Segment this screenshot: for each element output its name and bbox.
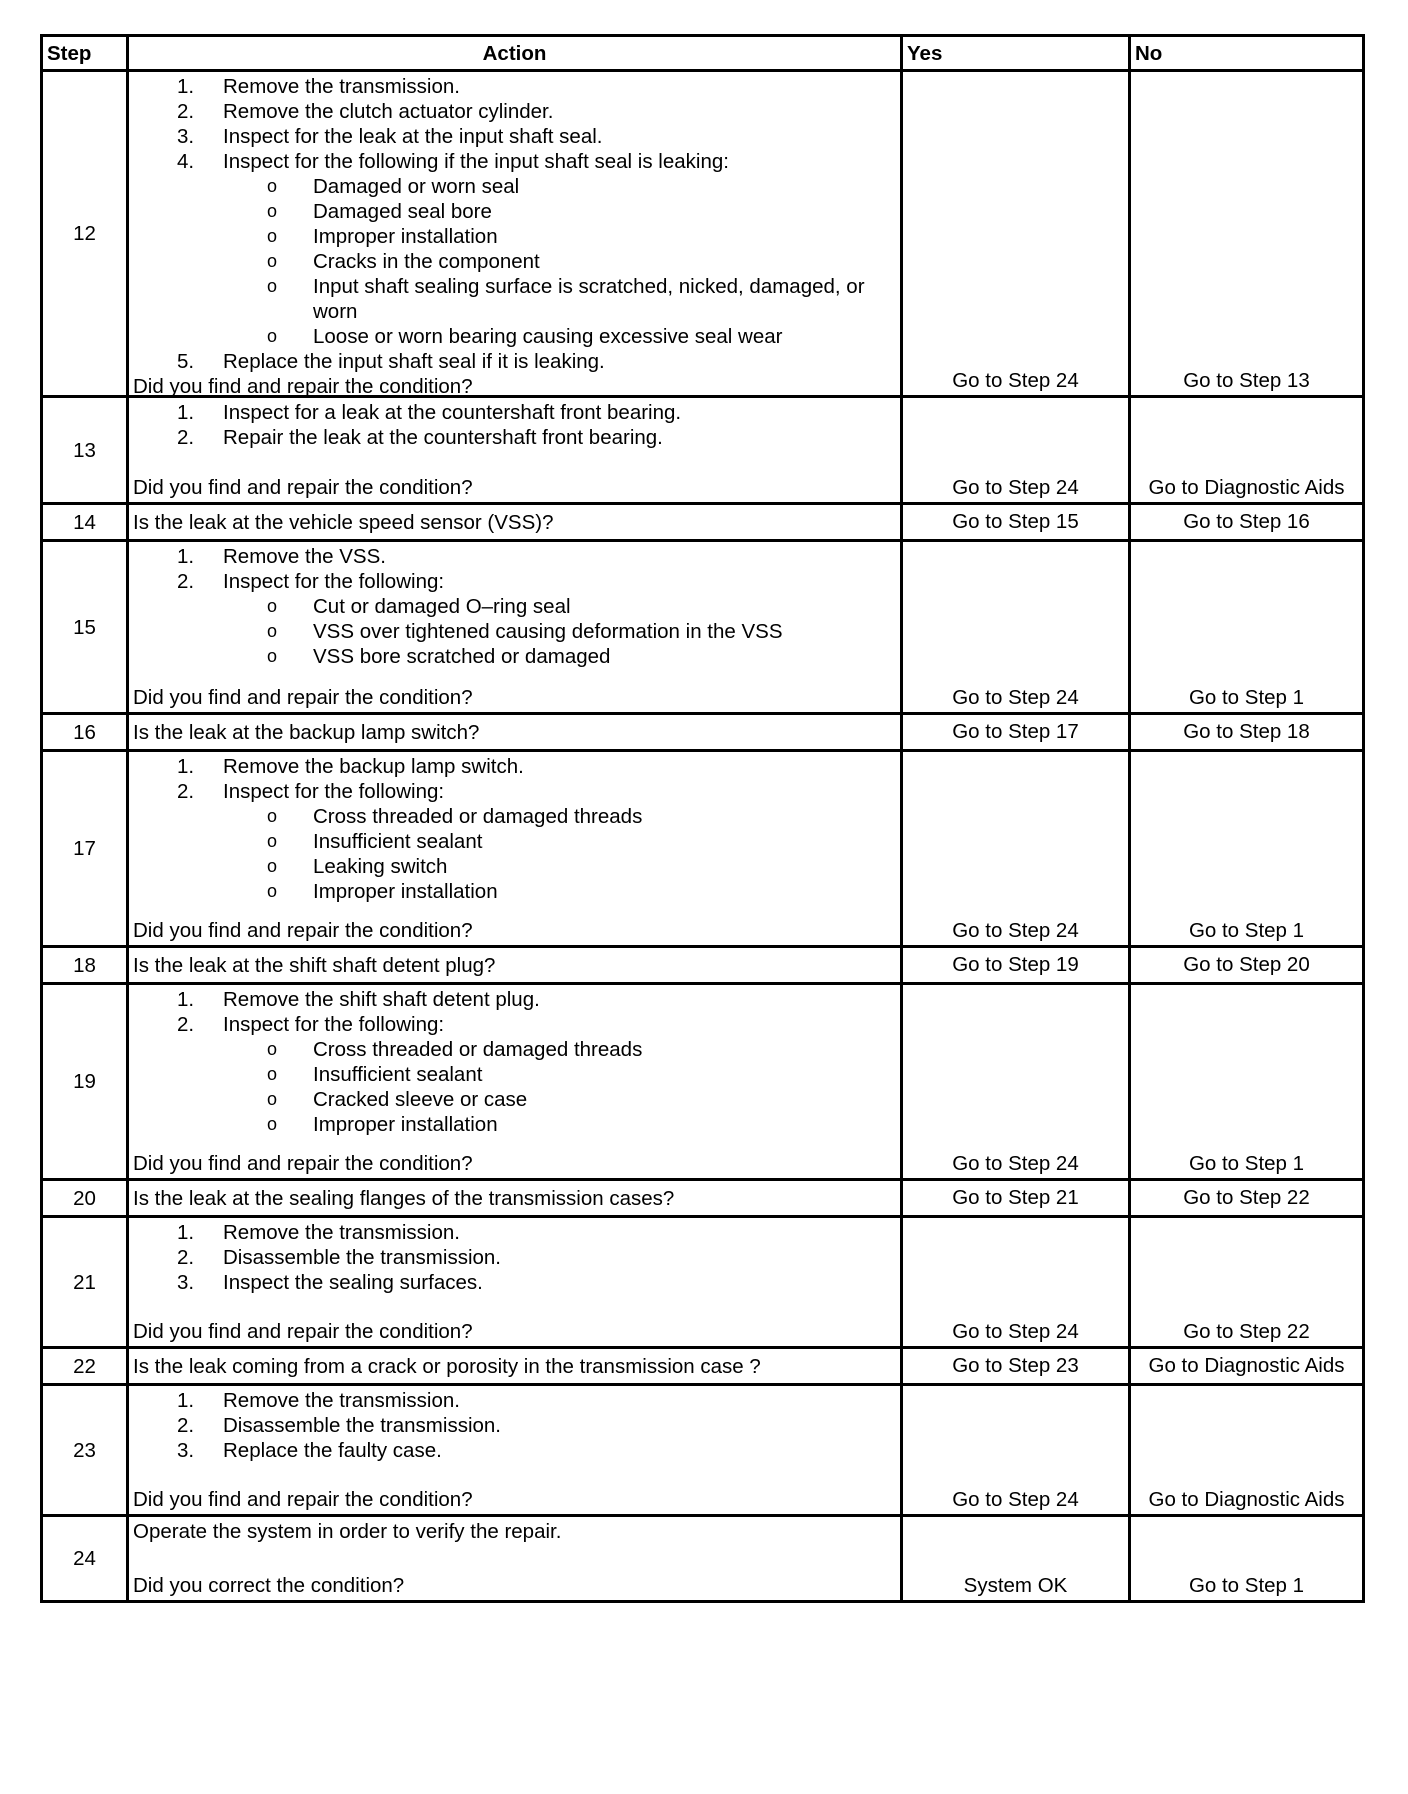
list-item <box>133 987 896 1012</box>
list-item-text: Inspect for the following: <box>223 1013 445 1036</box>
sub-list-item-text: Improper installation <box>313 880 498 903</box>
list-item-number: 1. <box>177 401 195 424</box>
list-item-number: 2. <box>177 1013 195 1036</box>
list-item-number: 3. <box>177 125 195 148</box>
list-item-text: Remove the VSS. <box>223 545 386 568</box>
list-item-number: 1. <box>177 755 195 778</box>
bullet-icon: o <box>267 806 278 826</box>
question-text: Did you correct the condition? <box>133 1574 405 1597</box>
list-item-text: Remove the transmission. <box>223 1389 460 1412</box>
list-item-number: 3. <box>177 1271 195 1294</box>
table-row <box>42 397 1364 504</box>
step-number: 19 <box>42 984 128 1180</box>
list-item-number: 5. <box>177 350 195 373</box>
question-text: Did you find and repair the condition? <box>133 1152 473 1175</box>
list-item-number: 1. <box>177 545 195 568</box>
no-result: Go to Step 1 <box>1130 1516 1364 1602</box>
sub-list-item-text: Damaged or worn seal <box>313 175 520 198</box>
action-cell <box>128 1180 902 1217</box>
step-number: 18 <box>42 947 128 984</box>
list-item-text: Remove the backup lamp switch. <box>223 755 524 778</box>
action-list <box>133 754 896 904</box>
no-result: Go to Step 1 <box>1130 751 1364 947</box>
bullet-icon: o <box>267 596 278 616</box>
question-text: Is the leak coming from a crack or porosity in the transmission case ? <box>133 1354 761 1378</box>
header-yes: Yes <box>902 36 1130 71</box>
bullet-icon: o <box>267 881 278 901</box>
action-cell <box>128 1217 902 1348</box>
table-row <box>42 1217 1364 1348</box>
sub-list-item <box>133 594 896 619</box>
yes-result: Go to Step 24 <box>902 71 1130 397</box>
list-item <box>133 754 896 779</box>
sub-list-item <box>133 619 896 644</box>
sub-list-item-text: Insufficient sealant <box>313 830 483 853</box>
list-item-text: Remove the shift shaft detent plug. <box>223 988 540 1011</box>
bullet-icon: o <box>267 646 278 666</box>
list-item-number: 2. <box>177 1246 195 1269</box>
header-no: No <box>1130 36 1364 71</box>
yes-result: Go to Step 24 <box>902 984 1130 1180</box>
list-item-text: Disassemble the transmission. <box>223 1414 501 1437</box>
question-text: Did you find and repair the condition? <box>133 1488 473 1511</box>
list-item-text: Disassemble the transmission. <box>223 1246 501 1269</box>
list-item-number: 1. <box>177 988 195 1011</box>
list-item <box>133 1012 896 1037</box>
sub-list-item-text: Input shaft sealing surface is scratched, nicked, damaged, or worn <box>313 275 865 323</box>
list-item-text: Inspect for the following: <box>223 570 445 593</box>
yes-result: Go to Step 19 <box>902 947 1130 984</box>
sub-list-item-text: VSS over tightened causing deformation in the VSS <box>313 620 783 643</box>
sub-list-item-text: Damaged seal bore <box>313 200 492 223</box>
action-cell <box>128 714 902 751</box>
list-item-text: Inspect for a leak at the countershaft front bearing. <box>223 401 682 424</box>
list-item <box>133 1438 896 1463</box>
sub-list-item-text: Cracked sleeve or case <box>313 1088 528 1111</box>
yes-result: Go to Step 15 <box>902 504 1130 541</box>
sub-list-item <box>133 274 896 324</box>
sub-list-item-text: Improper installation <box>313 225 498 248</box>
action-cell <box>128 397 902 504</box>
step-number: 13 <box>42 397 128 504</box>
sub-list-item <box>133 1112 896 1137</box>
list-item-text: Repair the leak at the countershaft front bearing. <box>223 426 663 449</box>
list-item <box>133 99 896 124</box>
sub-list-item <box>133 804 896 829</box>
action-cell <box>128 947 902 984</box>
list-item <box>133 74 896 99</box>
question-text: Did you find and repair the condition? <box>133 686 473 709</box>
list-item-text: Remove the transmission. <box>223 75 460 98</box>
bullet-icon: o <box>267 226 278 246</box>
list-item <box>133 1413 896 1438</box>
table-row <box>42 1516 1364 1602</box>
action-cell <box>128 751 902 947</box>
table-row <box>42 1180 1364 1217</box>
list-item <box>133 779 896 804</box>
header-step: Step <box>42 36 128 71</box>
bullet-icon: o <box>267 326 278 346</box>
list-item-number: 2. <box>177 570 195 593</box>
action-cell <box>128 1348 902 1385</box>
list-item-number: 4. <box>177 150 195 173</box>
table-row <box>42 1348 1364 1385</box>
yes-result: Go to Step 24 <box>902 541 1130 714</box>
list-item-number: 2. <box>177 426 195 449</box>
list-item <box>133 1220 896 1245</box>
no-result: Go to Step 1 <box>1130 984 1364 1180</box>
no-result: Go to Step 1 <box>1130 541 1364 714</box>
list-item <box>133 149 896 174</box>
list-item <box>133 124 896 149</box>
table-row <box>42 947 1364 984</box>
sub-list-item-text: Cracks in the component <box>313 250 540 273</box>
step-number: 17 <box>42 751 128 947</box>
bullet-icon: o <box>267 201 278 221</box>
action-cell <box>128 541 902 714</box>
list-item <box>133 1270 896 1295</box>
sub-list-item <box>133 324 896 349</box>
no-result: Go to Diagnostic Aids <box>1130 1385 1364 1516</box>
table-row <box>42 714 1364 751</box>
sub-list-item-text: Cross threaded or damaged threads <box>313 805 643 828</box>
action-list <box>133 544 896 669</box>
question-text: Did you find and repair the condition? <box>133 476 473 499</box>
list-item-number: 1. <box>177 75 195 98</box>
step-number: 16 <box>42 714 128 751</box>
yes-result: Go to Step 24 <box>902 751 1130 947</box>
list-item-number: 2. <box>177 1414 195 1437</box>
no-result: Go to Step 13 <box>1130 71 1364 397</box>
list-item-number: 2. <box>177 100 195 123</box>
table-row <box>42 504 1364 541</box>
sub-list-item-text: Leaking switch <box>313 855 448 878</box>
sub-list-item <box>133 1087 896 1112</box>
bullet-icon: o <box>267 251 278 271</box>
table-row <box>42 1385 1364 1516</box>
sub-list-item-text: Insufficient sealant <box>313 1063 483 1086</box>
table-row <box>42 541 1364 714</box>
sub-list-item <box>133 879 896 904</box>
list-item-text: Replace the faulty case. <box>223 1439 442 1462</box>
sub-list-item-text: VSS bore scratched or damaged <box>313 645 611 668</box>
question-text: Did you find and repair the condition? <box>133 1320 473 1343</box>
sub-list-item <box>133 1062 896 1087</box>
sub-list-item <box>133 174 896 199</box>
no-result: Go to Step 16 <box>1130 504 1364 541</box>
sub-list-item <box>133 1037 896 1062</box>
question-text: Is the leak at the sealing flanges of the transmission cases? <box>133 1186 675 1210</box>
no-result: Go to Diagnostic Aids <box>1130 1348 1364 1385</box>
header-row <box>42 36 1364 71</box>
step-number: 15 <box>42 541 128 714</box>
question-text: Did you find and repair the condition? <box>133 375 473 398</box>
sub-list <box>133 594 896 669</box>
step-number: 21 <box>42 1217 128 1348</box>
yes-result: Go to Step 24 <box>902 397 1130 504</box>
sub-list <box>133 1037 896 1137</box>
sub-list-item-text: Improper installation <box>313 1113 498 1136</box>
bullet-icon: o <box>267 276 278 296</box>
list-item-text: Replace the input shaft seal if it is leaking. <box>223 350 605 373</box>
step-number: 23 <box>42 1385 128 1516</box>
sub-list-item-text: Loose or worn bearing causing excessive seal wear <box>313 325 783 348</box>
action-list <box>133 74 896 374</box>
list-item-number: 1. <box>177 1389 195 1412</box>
list-item-number: 1. <box>177 1221 195 1244</box>
list-item-text: Remove the clutch actuator cylinder. <box>223 100 554 123</box>
yes-result: Go to Step 23 <box>902 1348 1130 1385</box>
step-number: 24 <box>42 1516 128 1602</box>
action-list <box>133 987 896 1137</box>
action-cell <box>128 1516 902 1602</box>
sub-list-item-text: Cross threaded or damaged threads <box>313 1038 643 1061</box>
yes-result: Go to Step 24 <box>902 1217 1130 1348</box>
no-result: Go to Step 22 <box>1130 1180 1364 1217</box>
intro-text: Operate the system in order to verify the repair. <box>133 1520 562 1543</box>
question-text: Is the leak at the vehicle speed sensor (VSS)? <box>133 510 554 534</box>
step-number: 22 <box>42 1348 128 1385</box>
table-row <box>42 71 1364 397</box>
table-row <box>42 751 1364 947</box>
sub-list <box>133 174 896 349</box>
yes-result: Go to Step 21 <box>902 1180 1130 1217</box>
action-list <box>133 1220 896 1295</box>
sub-list-item <box>133 829 896 854</box>
step-number: 14 <box>42 504 128 541</box>
list-item-number: 2. <box>177 780 195 803</box>
header-action: Action <box>128 36 902 71</box>
no-result: Go to Step 18 <box>1130 714 1364 751</box>
bullet-icon: o <box>267 856 278 876</box>
step-number: 12 <box>42 71 128 397</box>
yes-result: Go to Step 17 <box>902 714 1130 751</box>
sub-list-item <box>133 199 896 224</box>
action-list <box>133 1388 896 1463</box>
list-item-text: Inspect for the following: <box>223 780 445 803</box>
no-result: Go to Step 22 <box>1130 1217 1364 1348</box>
action-cell <box>128 984 902 1180</box>
action-cell <box>128 1385 902 1516</box>
list-item-text: Inspect the sealing surfaces. <box>223 1271 483 1294</box>
no-result: Go to Step 20 <box>1130 947 1364 984</box>
question-text: Is the leak at the shift shaft detent plug? <box>133 953 496 977</box>
action-list <box>133 400 896 450</box>
list-item-text: Inspect for the following if the input shaft seal is leaking: <box>223 150 729 173</box>
bullet-icon: o <box>267 1039 278 1059</box>
diagnostic-table <box>40 34 1365 1603</box>
bullet-icon: o <box>267 1089 278 1109</box>
bullet-icon: o <box>267 176 278 196</box>
list-item-text: Remove the transmission. <box>223 1221 460 1244</box>
action-cell <box>128 71 902 397</box>
sub-list-item <box>133 224 896 249</box>
question-text: Is the leak at the backup lamp switch? <box>133 720 480 744</box>
question-text: Did you find and repair the condition? <box>133 919 473 942</box>
bullet-icon: o <box>267 1064 278 1084</box>
list-item <box>133 349 896 374</box>
no-result: Go to Diagnostic Aids <box>1130 397 1364 504</box>
list-item <box>133 569 896 594</box>
list-item <box>133 425 896 450</box>
step-number: 20 <box>42 1180 128 1217</box>
bullet-icon: o <box>267 831 278 851</box>
yes-result: Go to Step 24 <box>902 1385 1130 1516</box>
bullet-icon: o <box>267 1114 278 1134</box>
table-row <box>42 984 1364 1180</box>
list-item <box>133 1388 896 1413</box>
sub-list <box>133 804 896 904</box>
list-item-number: 3. <box>177 1439 195 1462</box>
bullet-icon: o <box>267 621 278 641</box>
action-cell <box>128 504 902 541</box>
sub-list-item <box>133 249 896 274</box>
list-item <box>133 400 896 425</box>
list-item <box>133 544 896 569</box>
sub-list-item-text: Cut or damaged O–ring seal <box>313 595 571 618</box>
list-item <box>133 1245 896 1270</box>
sub-list-item <box>133 854 896 879</box>
yes-result: System OK <box>902 1516 1130 1602</box>
list-item-text: Inspect for the leak at the input shaft seal. <box>223 125 603 148</box>
sub-list-item <box>133 644 896 669</box>
